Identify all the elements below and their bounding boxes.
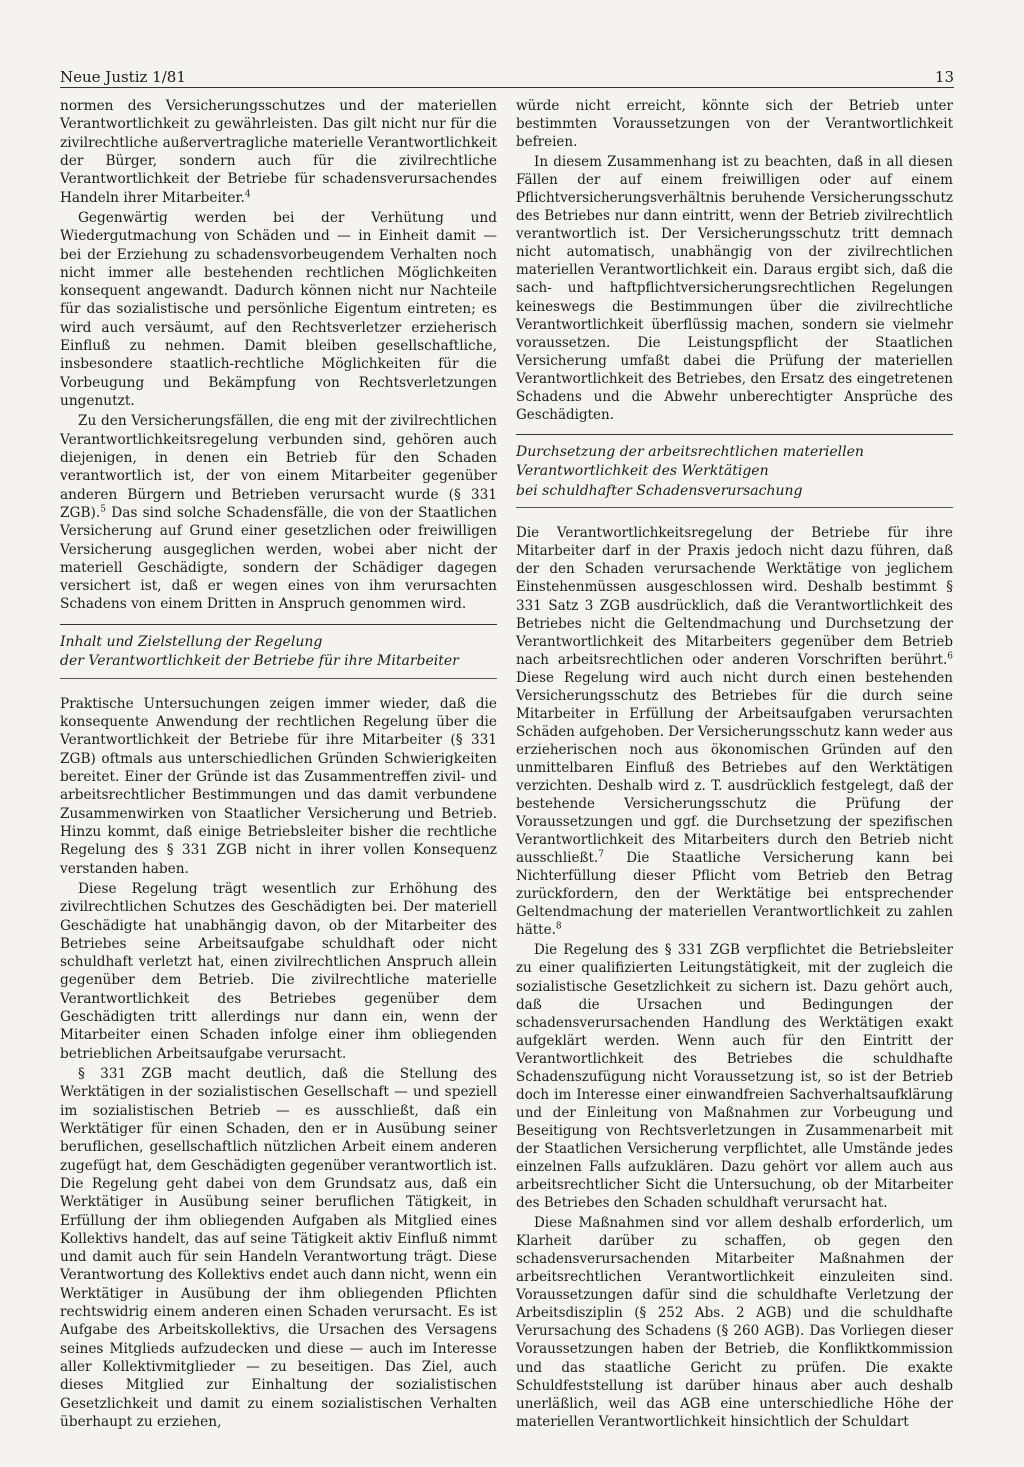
section-divider — [516, 434, 953, 435]
section-heading — [60, 633, 497, 679]
running-header — [60, 63, 954, 88]
footnote-ref: 5 — [100, 504, 106, 515]
journal-title: Neue Justiz 1/81 — [60, 68, 186, 86]
heading-line: Inhalt und Zielstellung der Regelung — [60, 633, 323, 650]
paragraph: Zu den Versicherungsfällen, die eng mit der zivilrechtlichen Verantwortlichkeitsregelung verbunden sind, gehören auch diejenigen, in denen ein Betrieb für den Schaden verantwortlich ist, der von einem Mitarbeiter gegenüber anderen Bürgern und Betrieben verursacht wurde (§ 331 ZGB).$^5$ Das sind solche Schadensfälle, die von der Staatlichen Versicherung auf Grund einer gesetzlichen oder freiwilligen Versicherung ausgeglichen werden, wobei aber nicht der materiell Geschädigte, sondern der Schädiger dagegen versichert ist, daß er wegen eines von ihm verursachten Schadens von einem Dritten in Anspruch genommen wird. — [60, 413, 497, 613]
paragraph: Die Regelung des § 331 ZGB verpflichtet die Betriebsleiter zu einer qualifizierten Leitungstätigkeit, mit der zugleich die sozialistische Gesetzlichkeit zu sichern ist. Dazu gehört auch, daß die Ursachen und Bedingungen der schadensverursachenden Handlung des Werktätigen exakt aufgeklärt werden. Wenn auch für den Eintritt der Verantwortlichkeit des Betriebes die schuldhafte Schadenszufügung nicht Voraussetzung ist, so ist der Betrieb doch im Interesse einer einwandfreien Sachverhaltsaufklärung und der Einleitung von Maßnahmen zur Vorbeugung und Beseitigung von Rechtsverletzungen in Zusammenarbeit mit der Staatlichen Versicherung verpflichtet, alle Umstände jedes einzelnen Falls aufzuklären. Dazu gehört vor allem auch aus arbeitsrechtlicher Sicht die Untersuchung, ob der Mitarbeiter des Betriebes den Schaden schuldhaft verursacht hat. — [516, 942, 953, 1212]
paragraph: normen des Versicherungsschutzes und der materiellen Verantwortlichkeit zu gewährleisten. Das gilt nicht nur für die zivilrechtliche außervertragliche materielle Verantwortlichkeit der Bürger, sondern auch für die zivilrechtliche Verantwortlichkeit der Betriebe für schadensverursachendes Handeln ihrer Mitarbeiter.$^4$ — [60, 98, 497, 206]
paragraph: Praktische Untersuchungen zeigen immer wieder, daß die konsequente Anwendung der rechtlichen Regelung über die Verantwortlichkeit der Betriebe für ihre Mitarbeiter (§ 331 ZGB) oftmals aus unterschiedlichen Gründen Schwierigkeiten bereitet. Einer der Gründe ist das Zusammentreffen zivil- und arbeitsrechtlicher Bestimmungen und das damit verbundene Zusammenwirken von Staatlicher Versicherung und Betrieb. Hinzu kommt, daß einige Betriebsleiter bisher die rechtliche Regelung des § 331 ZGB nicht in ihrer vollen Konsequenz verstanden haben. — [60, 695, 497, 877]
left-column — [60, 97, 497, 1431]
paragraph: Gegenwärtig werden bei der Verhütung und Wiedergutmachung von Schäden und — in Einheit damit — bei der Erziehung zu schadensvorbeugendem Verhalten noch nicht immer alle bestehenden rechtlichen Möglichkeiten konsequent angewandt. Dadurch können nicht nur Nachteile für das sozialistische und persönliche Eigentum eintreten; es wird auch versäumt, auf den Rechtsverletzer erzieherisch Einfluß zu nehmen. Damit bleiben gesellschaftliche, insbesondere staatlich-rechtliche Möglichkeiten für die Vorbeugung und Bekämpfung von Rechtsverletzungen ungenutzt. — [60, 209, 497, 409]
footnote-ref: 8 — [555, 921, 562, 932]
section-divider — [60, 624, 497, 625]
right-column — [516, 97, 953, 1431]
footnote-ref: 4 — [244, 189, 251, 199]
section-heading — [516, 443, 953, 509]
heading-line: Verantwortlichkeit des Werktätigen — [516, 463, 769, 480]
paragraph: Diese Regelung trägt wesentlich zur Erhöhung des zivilrechtlichen Schutzes des Geschädigten bei. Der materiell Geschädigte hat unabhängig davon, ob der Mitarbeiter des Betriebes seine Arbeitsaufgabe schuldhaft oder nicht schuldhaft verletzt hat, einen zivilrechtlichen Anspruch allein gegenüber dem Betrieb. Die zivilrechtliche materielle Verantwortlichkeit des Betriebes gegenüber dem Geschädigten tritt allerdings nur dann ein, wenn der Mitarbeiter einen Schaden infolge einer ihm obliegenden betrieblichen Arbeitsaufgabe verursacht. — [60, 880, 497, 1062]
heading-line: bei schuldhafter Schadensverursachung — [516, 482, 803, 499]
paragraph: Die Verantwortlichkeitsregelung der Betriebe für ihre Mitarbeiter darf in der Praxis jedoch nicht dazu führen, daß der den Schaden verursachende Werktätige von jeglichem Einstehenmüssen ausgeschlossen wird. Deshalb bestimmt § 331 Satz 3 ZGB ausdrücklich, daß die Verantwortlichkeit des Betriebes nicht die Geltendmachung und Durchsetzung der Verantwortlichkeit des Mitarbeiters gegenüber dem Betrieb nach arbeitsrechtlichen oder anderen Vorschriften berührt.$^6$ Diese Regelung wird auch nicht durch einen bestehenden Versicherungsschutz des Betriebes für die durch seine Mitarbeiter in Erfüllung der Arbeitsaufgaben verursachten Schäden aufgehoben. Der Versicherungsschutz kann weder aus erzieherischen noch aus ökonomischen Gründen auf den unmittelbaren Einfluß des Betriebes auf den Werktätigen verzichten. Deshalb wird z. T. ausdrücklich festgelegt, daß der bestehende Versicherungsschutz die Prüfung der Voraussetzungen und ggf. die Durchsetzung der spezifischen Verantwortlichkeit des Mitarbeiters durch den Betrieb nicht ausschließt.$^7$ Die Staatliche Versicherung kann bei Nichterfüllung dieser Pflicht vom Betrieb den Betrag zurückfordern, den der Werktätige bei entsprechender Geltendmachung der materiellen Verantwortlichkeit zu zahlen hätte.$^8$ — [516, 525, 953, 939]
paragraph: Diese Maßnahmen sind vor allem deshalb erforderlich, um Klarheit darüber zu schaffen, ob gegen den schadensverursachenden Mitarbeiter Maßnahmen der arbeitsrechtlichen Verantwortlichkeit einzuleiten sind. Voraussetzungen dafür sind die schuldhafte Verletzung der Arbeitsdisziplin (§ 252 Abs. 2 AGB) und die schuldhafte Verursachung des Schadens (§ 260 AGB). Das Vorliegen dieser Voraussetzungen haben der Betrieb, die Konfliktkommission und das staatliche Gericht zu prüfen. Die exakte Schuldfeststellung ist darüber hinaus aber auch deshalb unerläßlich, weil das AGB eine unterschiedliche Höhe der materiellen Verantwortlichkeit hinsichtlich der Schuldart — [516, 1215, 953, 1430]
paragraph: würde nicht erreicht, könnte sich der Betrieb unter bestimmten Voraussetzungen von der Verantwortlichkeit befreien. — [516, 98, 953, 151]
page-number: 13 — [934, 68, 954, 86]
heading-line: der Verantwortlichkeit der Betriebe für ihre Mitarbeiter — [60, 653, 459, 670]
paragraph: In diesem Zusammenhang ist zu beachten, daß in all diesen Fällen der auf einem freiwilligen oder auf einem Pflichtversicherungsverhältnis beruhende Versicherungsschutz des Betriebes nur dann eintritt, wenn der Betrieb zivilrechtlich verantwortlich ist. Der Versicherungsschutz tritt demnach nicht automatisch, unabhängig von der zivilrechtlichen materiellen Verantwortlichkeit ein. Daraus ergibt sich, daß die sach- und haftpflichtversicherungsrechtlichen Regelungen keineswegs die Bestimmungen über die zivilrechtliche Verantwortlichkeit überflüssig machen, sondern sie vielmehr voraussetzen. Die Leistungspflicht der Staatlichen Versicherung umfaßt dabei die Prüfung der materiellen Verantwortlichkeit des Betriebes, den Ersatz des eingetretenen Schadens und die Abwehr unberechtigter Ansprüche des Geschädigten. — [516, 154, 953, 423]
footnote-ref: 7 — [598, 849, 604, 860]
heading-line: Durchsetzung der arbeitsrechtlichen materiellen — [516, 443, 864, 460]
footnote-ref: 6 — [947, 651, 953, 662]
paragraph: § 331 ZGB macht deutlich, daß die Stellung des Werktätigen in der sozialistischen Gesellschaft — und speziell im sozialistischen Betrieb — es ausschließt, daß ein Werktätiger für einen Schaden, den er in Ausübung seiner beruflichen, gesellschaftlich nützlichen Arbeit einem anderen zugefügt hat, dem Geschädigten gegenüber verantwortlich ist. Die Regelung geht dabei von dem Grundsatz aus, daß ein Werktätiger in Ausübung seiner beruflichen Tätigkeit, in Erfüllung der ihm obliegenden Aufgaben als Mitglied eines Kollektivs handelt, das auf seine Tätigkeit aktiv Einfluß nimmt und damit auch für sein Handeln Verantwortung trägt. Diese Verantwortung des Kollektivs endet auch dann nicht, wenn ein Werktätiger in Ausübung der ihm obliegenden Pflichten rechtswidrig einem anderen einen Schaden verursacht. Es ist Aufgabe des Arbeitskollektivs, die Ursachen des Versagens seines Mitglieds aufzudecken und diese — auch im Interesse aller Kollektivmitglieder — zu beseitigen. Das Ziel, auch dieses Mitglied zur Einhaltung der sozialistischen Gesetzlichkeit und damit zu einem sozialistischen Verhalten überhaupt zu erziehen, — [60, 1066, 497, 1430]
